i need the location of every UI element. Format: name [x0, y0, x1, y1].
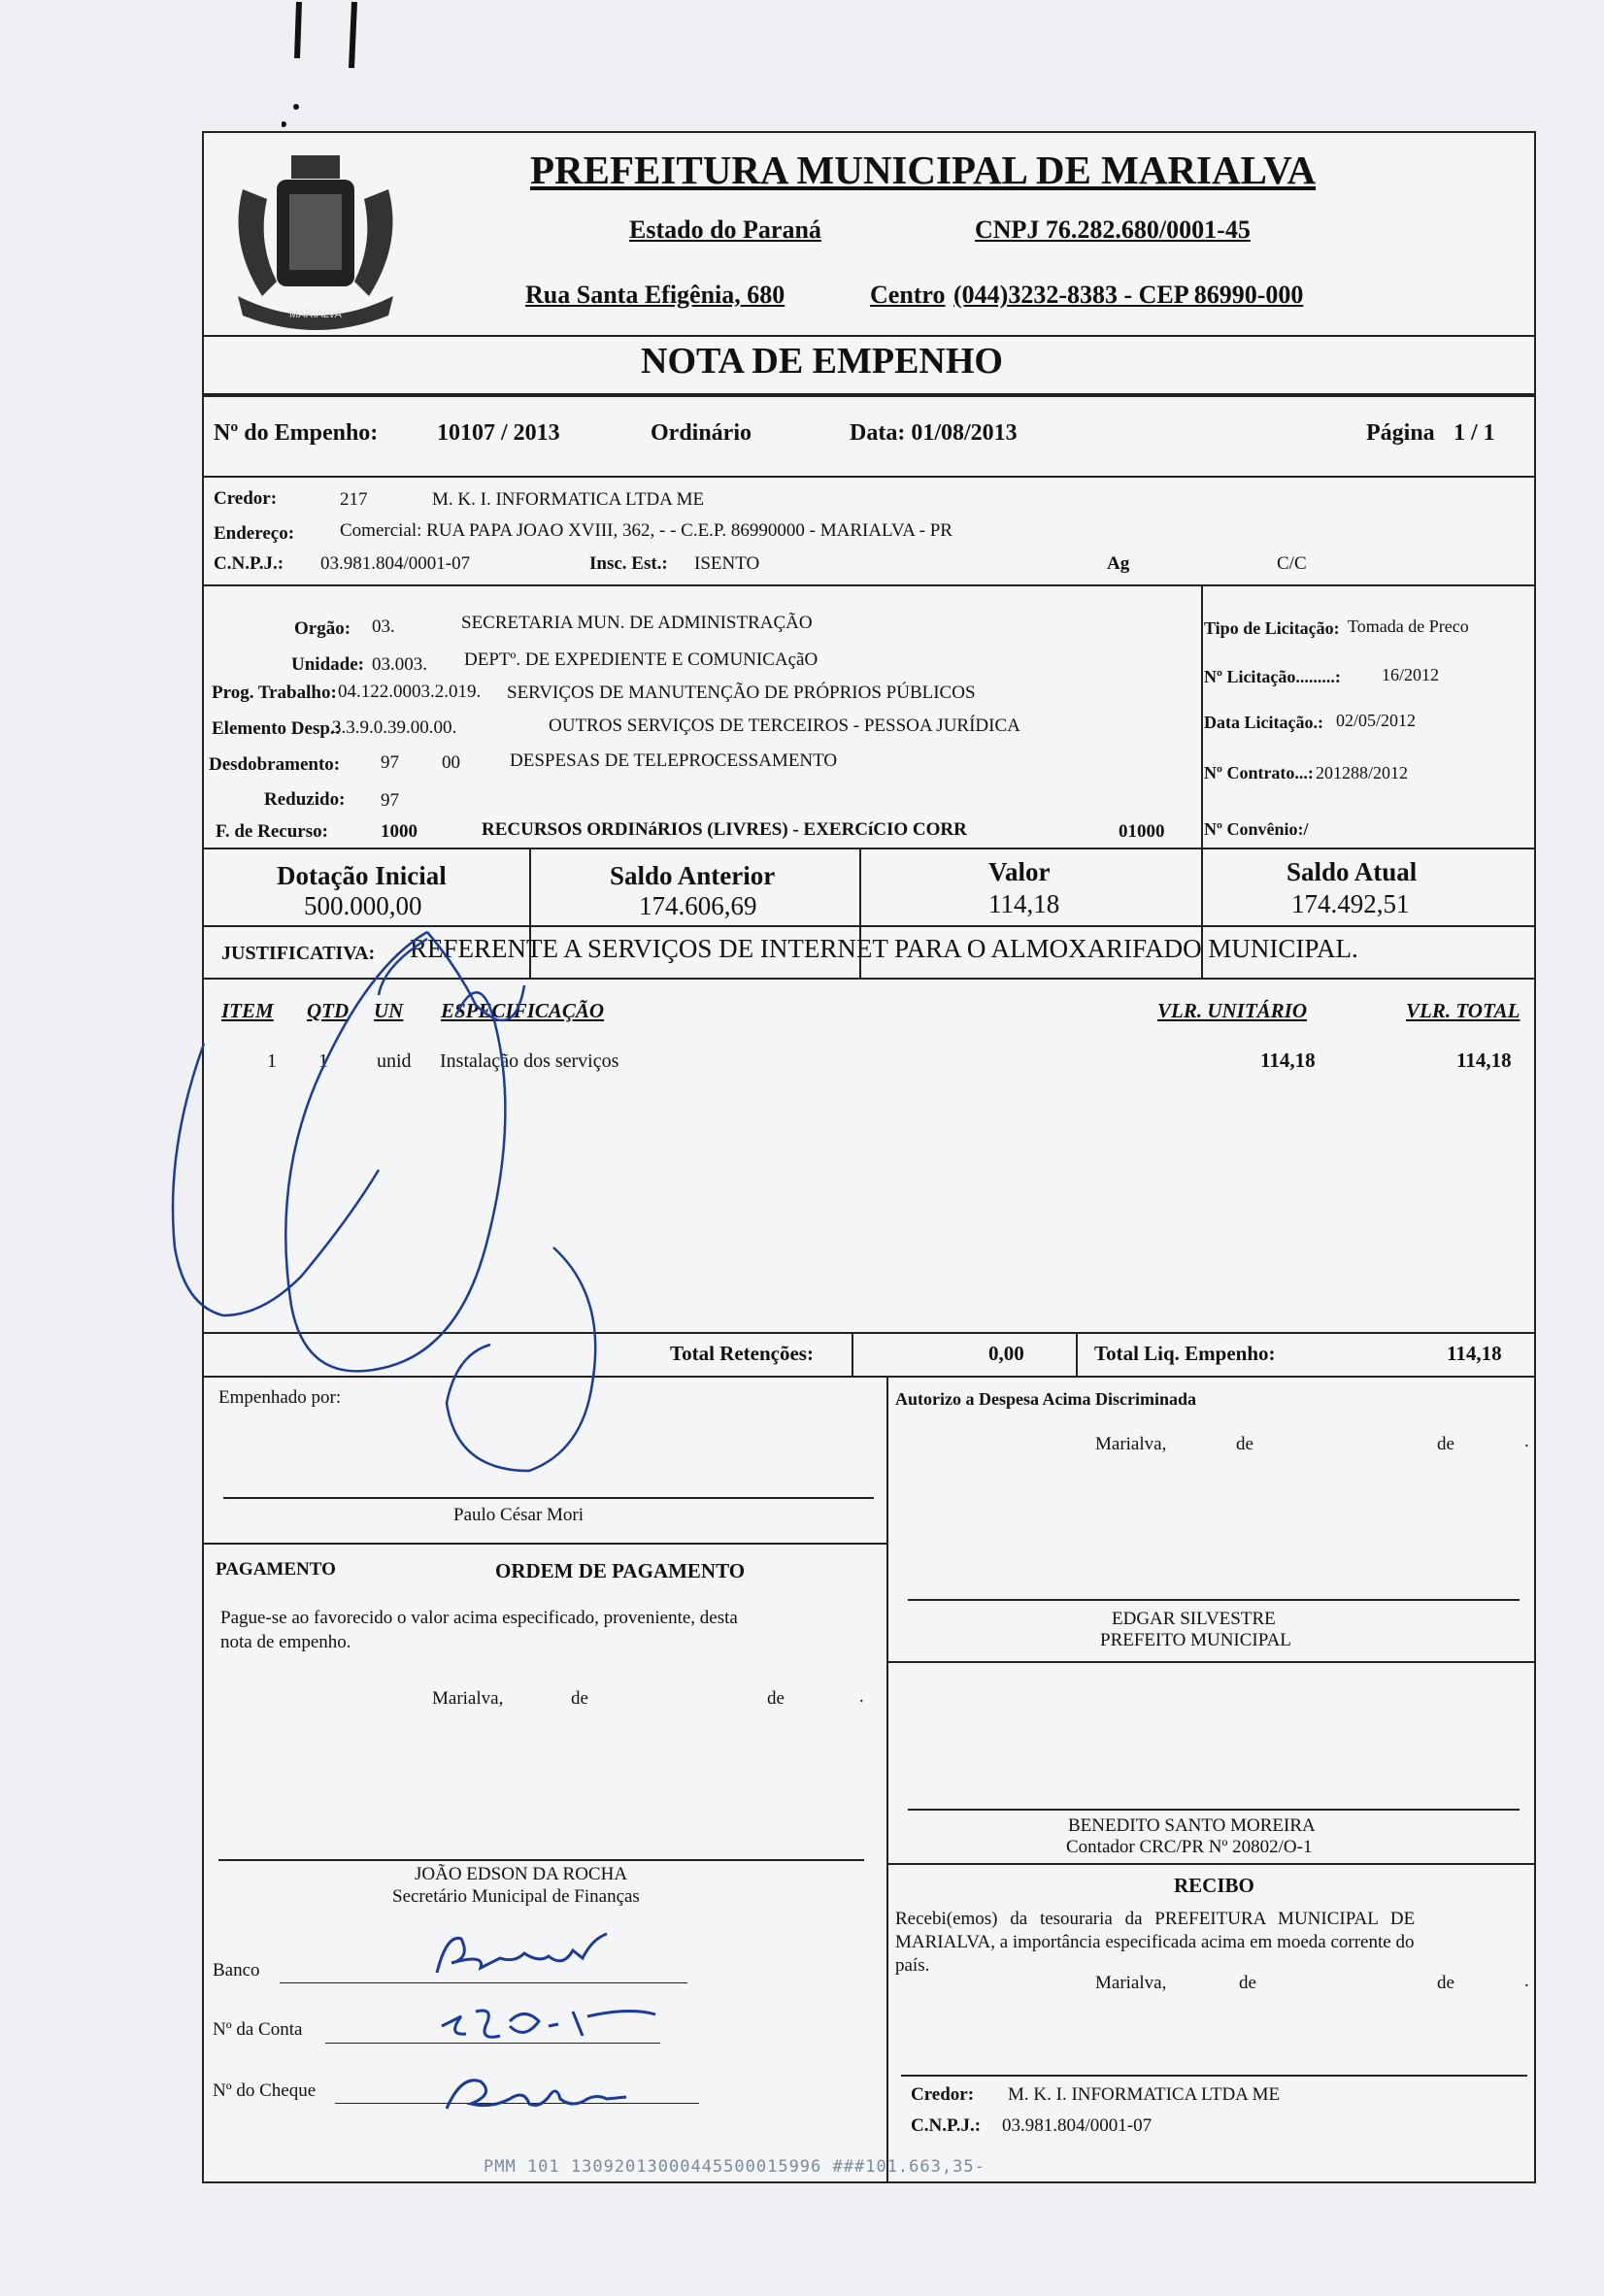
convenio-label: Nº Convênio:/ [1204, 819, 1309, 839]
recibo-text-1: Recebi(emos) da tesouraria da PREFEITURA MUNICIPAL DE [895, 1909, 1416, 1929]
header-cnpj: CNPJ 76.282.680/0001-45 [975, 216, 1251, 244]
num-licitacao-label: Nº Licitação.........: [1204, 667, 1341, 686]
reduzido: 97 [381, 790, 399, 811]
unidade-label: Unidade: [291, 654, 364, 675]
recurso: RECURSOS ORDINáRIOS (LIVRES) - EXERCíCIO CORR [482, 819, 967, 840]
secretario-role: Secretário Municipal de Finanças [392, 1886, 640, 1907]
pagamento-label: PAGAMENTO [216, 1559, 336, 1580]
header-phone-cep: (044)3232-8383 - CEP 86990-000 [953, 281, 1304, 309]
cheque-label: Nº do Cheque [213, 2080, 317, 2101]
cheque-handwriting [442, 2070, 655, 2123]
dotacao-value: 500.000,00 [304, 891, 422, 920]
page-label: Página [1366, 420, 1435, 446]
col-item: ITEM [221, 999, 274, 1022]
pagamento-text-1: Pague-se ao favorecido o valor acima especificado, proveniente, desta [220, 1608, 738, 1628]
recibo-de1: de [1239, 1973, 1256, 1993]
saldo-atual: 174.492,51 [1291, 889, 1410, 918]
credor-code: 217 [340, 489, 368, 510]
col-unit: VLR. UNITÁRIO [1157, 999, 1308, 1022]
pagamento-dot: . [859, 1686, 864, 1707]
row-item: 1 [267, 1050, 277, 1072]
cnpj-value: 03.981.804/0001-07 [320, 553, 471, 574]
doc-title: NOTA DE EMPENHO [641, 341, 1003, 382]
saldo-atual-label: Saldo Atual [1287, 857, 1418, 886]
pagamento-city: Marialva, [432, 1688, 504, 1709]
row-spec: Instalação dos serviços [440, 1050, 619, 1072]
empenhado-label: Empenhado por: [218, 1387, 342, 1408]
prog: SERVIÇOS DE MANUTENÇÃO DE PRÓPRIOS PÚBLICOS [507, 682, 976, 703]
conta-label: Nº da Conta [213, 2019, 303, 2040]
tipo-licitacao-label: Tipo de Licitação: [1204, 618, 1340, 638]
empenhado-name: Paulo César Mori [453, 1505, 585, 1525]
total-liq-label: Total Liq. Empenho: [1094, 1342, 1276, 1365]
col-un: UN [374, 999, 404, 1022]
recibo-cnpj: 03.981.804/0001-07 [1002, 2115, 1153, 2136]
row-unit: 114,18 [1260, 1048, 1316, 1072]
handwritten-signature [136, 927, 680, 1485]
autorizo-dot: . [1524, 1431, 1529, 1451]
header-address: Rua Santa Efigênia, 680 [525, 281, 785, 309]
ordem-pagamento-label: ORDEM DE PAGAMENTO [495, 1559, 746, 1582]
total-retencoes-label: Total Retenções: [670, 1342, 814, 1365]
recurso-label: F. de Recurso: [216, 821, 328, 842]
contador-name: BENEDITO SANTO MOREIRA [1068, 1815, 1316, 1836]
desd: DESPESAS DE TELEPROCESSAMENTO [510, 750, 838, 771]
elem-code: 3.3.9.0.39.00.00. [332, 717, 457, 738]
autorizo-de2: de [1437, 1434, 1454, 1454]
saldo-anterior-label: Saldo Anterior [610, 861, 776, 890]
recurso-num: 01000 [1119, 821, 1165, 842]
empenho-number: 10107 / 2013 [437, 420, 560, 446]
ag-label: Ag [1107, 553, 1130, 574]
secretario-name: JOÃO EDSON DA ROCHA [415, 1864, 628, 1884]
coat-of-arms-logo [223, 150, 408, 330]
recibo-cnpj-label: C.N.P.J.: [911, 2115, 982, 2136]
prefeito-name: EDGAR SILVESTRE [1112, 1609, 1276, 1629]
prefeito-role: PREFEITO MUNICIPAL [1100, 1630, 1291, 1650]
autorizo-city: Marialva, [1095, 1434, 1167, 1454]
recurso-code: 1000 [381, 821, 418, 842]
empenho-date: Data: 01/08/2013 [850, 420, 1018, 446]
col-spec: ESPECIFICAÇÃO [441, 999, 605, 1022]
unidade-code: 03.003. [372, 654, 427, 675]
desd-a: 97 [381, 752, 399, 773]
valor-label: Valor [988, 857, 1051, 886]
reduzido-label: Reduzido: [264, 789, 346, 810]
row-total: 114,18 [1456, 1048, 1512, 1072]
recibo-dot: . [1524, 1971, 1529, 1991]
row-un: unid [377, 1050, 412, 1072]
recibo-title: RECIBO [1174, 1874, 1254, 1897]
empenho-type: Ordinário [651, 420, 752, 446]
justificativa-text: REFERENTE A SERVIÇOS DE INTERNET PARA O ALMOXARIFADO MUNICIPAL. [410, 934, 1358, 963]
recibo-text-3: país. [895, 1955, 930, 1976]
valor: 114,18 [988, 889, 1060, 918]
desd-b: 00 [442, 752, 460, 773]
elem-label: Elemento Desp.: [212, 718, 341, 739]
col-total: VLR. TOTAL [1406, 999, 1520, 1022]
insc-label: Insc. Est.: [589, 553, 668, 574]
page-number: 1 / 1 [1454, 420, 1495, 446]
endereco: Comercial: RUA PAPA JOAO XVIII, 362, - - C.E.P. 86990000 - MARIALVA - PR [340, 520, 952, 541]
tipo-licitacao: Tomada de Preco [1348, 616, 1469, 636]
header-district: Centro [870, 281, 946, 309]
autorizo-de1: de [1236, 1434, 1253, 1454]
pagamento-de1: de [571, 1688, 588, 1709]
contrato-label: Nº Contrato...: [1204, 763, 1314, 782]
saldo-anterior: 174.606,69 [639, 891, 757, 920]
orgao: SECRETARIA MUN. DE ADMINISTRAÇÃO [461, 613, 813, 633]
endereco-label: Endereço: [214, 523, 295, 544]
contador-role: Contador CRC/PR Nº 20802/O-1 [1066, 1837, 1313, 1857]
pagamento-de2: de [767, 1688, 785, 1709]
logo-text: MARIALVA [289, 309, 342, 320]
row-qtd: 1 [318, 1050, 328, 1072]
data-licitacao: 02/05/2012 [1336, 711, 1417, 730]
orgao-label: Orgão: [294, 618, 351, 639]
cnpj-label: C.N.P.J.: [214, 553, 284, 574]
num-licitacao: 16/2012 [1382, 665, 1440, 684]
empenho-label: Nº do Empenho: [214, 420, 379, 446]
elem: OUTROS SERVIÇOS DE TERCEIROS - PESSOA JURÍDICA [549, 715, 1020, 736]
footer-code: PMM 101 13092013000445500015996 ###101.663,35- [484, 2157, 986, 2177]
recibo-de2: de [1437, 1973, 1454, 1993]
recibo-credor-label: Credor: [911, 2084, 975, 2105]
cc-label: C/C [1277, 553, 1307, 574]
insc-value: ISENTO [694, 553, 760, 574]
orgao-code: 03. [372, 616, 395, 637]
recibo-credor: M. K. I. INFORMATICA LTDA ME [1008, 2084, 1281, 2105]
banco-handwriting [427, 1929, 621, 1987]
recibo-text-2: MARIALVA, a importância especificada acima em moeda corrente do [895, 1932, 1415, 1952]
pagamento-text-2: nota de empenho. [220, 1632, 351, 1652]
col-qtd: QTD [307, 999, 350, 1022]
total-liq: 114,18 [1447, 1342, 1502, 1365]
unidade: DEPTº. DE EXPEDIENTE E COMUNICAçãO [464, 649, 819, 670]
conta-handwriting [437, 1997, 660, 2055]
recibo-city: Marialva, [1095, 1973, 1167, 1993]
header-title: PREFEITURA MUNICIPAL DE MARIALVA [530, 148, 1317, 192]
prog-label: Prog. Trabalho: [212, 682, 337, 703]
dotacao-label: Dotação Inicial [277, 861, 447, 890]
credor-label: Credor: [214, 488, 278, 509]
banco-label: Banco [213, 1960, 260, 1980]
justificativa-label: JUSTIFICATIVA: [221, 943, 376, 964]
contrato: 201288/2012 [1316, 763, 1409, 782]
prog-code: 04.122.0003.2.019. [338, 682, 482, 702]
header-state: Estado do Paraná [629, 216, 821, 244]
data-licitacao-label: Data Licitação.: [1204, 713, 1323, 732]
credor-name: M. K. I. INFORMATICA LTDA ME [432, 489, 705, 510]
total-retencoes: 0,00 [988, 1342, 1024, 1365]
autorizo-label: Autorizo a Despesa Acima Discriminada [895, 1389, 1196, 1409]
desd-label: Desdobramento: [209, 754, 341, 775]
